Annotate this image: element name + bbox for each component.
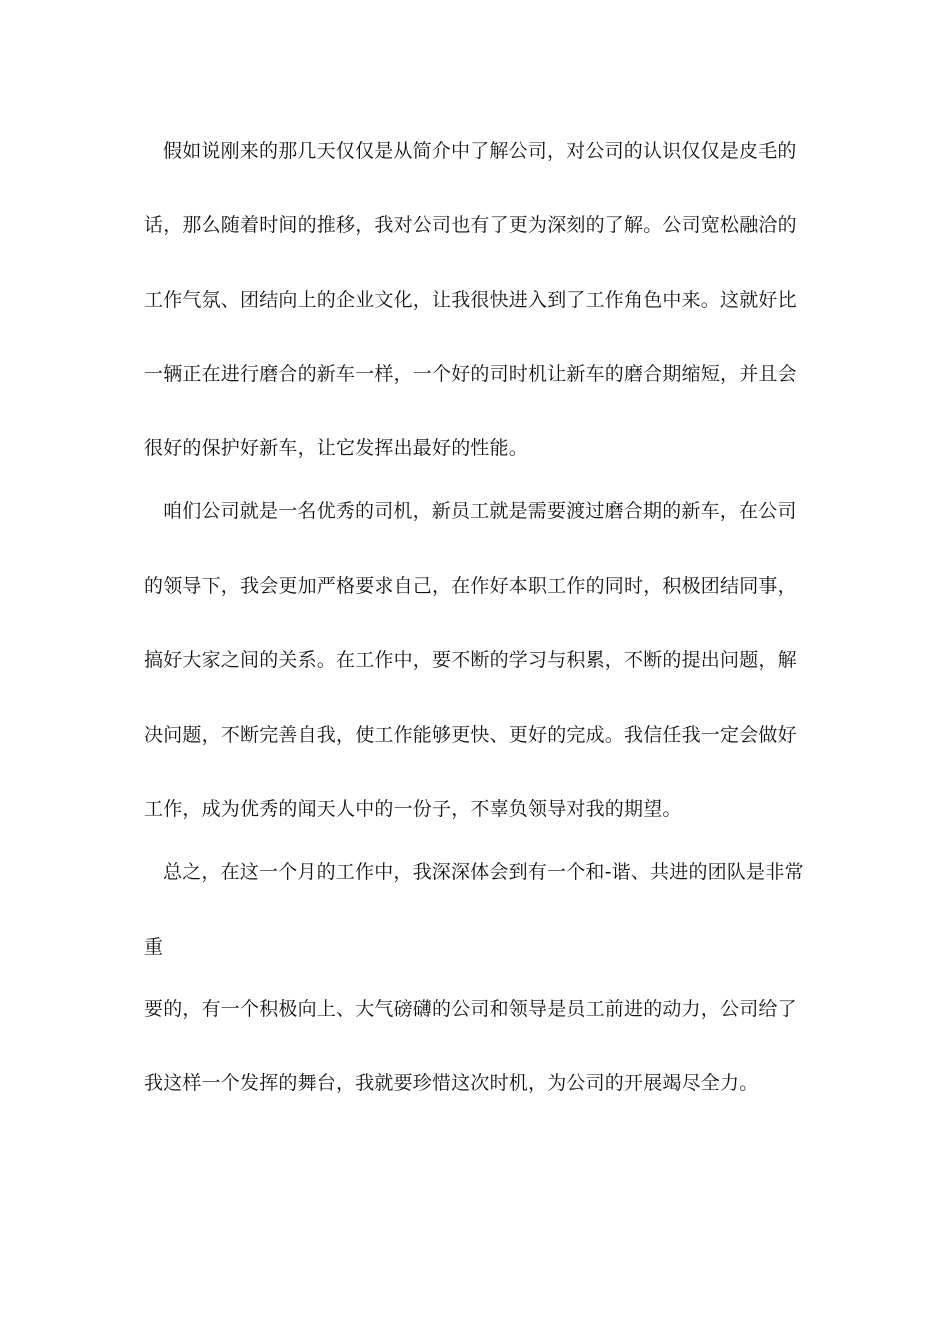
paragraph-1-line-3: 工作气氛、团结向上的企业文化，让我很快进入到了工作角色中来。这就好比 [144, 289, 797, 311]
paragraph-3-line-4: 我这样一个发挥的舞台，我就要珍惜这次时机，为公司的开展竭尽全力。 [144, 1072, 759, 1094]
paragraph-2-line-1: 咱们公司就是一名优秀的司机，新员工就是需要渡过磨合期的新车，在公司 [163, 500, 797, 522]
paragraph-2-line-5: 工作，成为优秀的闻天人中的一份子，不辜负领导对我的期望。 [144, 798, 682, 820]
paragraph-2-line-3: 搞好大家之间的关系。在工作中，要不断的学习与积累，不断的提出问题，解 [144, 649, 797, 671]
paragraph-2-line-4: 决问题，不断完善自我，使工作能够更快、更好的完成。我信任我一定会做好 [144, 724, 797, 746]
paragraph-1-line-2: 话，那么随着时间的推移，我对公司也有了更为深刻的了解。公司宽松融洽的 [144, 214, 797, 236]
paragraph-1-line-1: 假如说刚来的那几天仅仅是从简介中了解公司，对公司的认识仅仅是皮毛的 [163, 140, 797, 162]
paragraph-3-line-3: 要的，有一个积极向上、大气磅礴的公司和领导是员工前进的动力，公司给了 [144, 998, 797, 1020]
paragraph-3-line-1: 总之，在这一个月的工作中，我深深体会到有一个和-谐、共进的团队是非常 [163, 861, 804, 883]
paragraph-2-line-2: 的领导下，我会更加严格要求自己，在作好本职工作的同时，积极团结同事， [144, 575, 797, 597]
paragraph-1-line-5: 很好的保护好新车，让它发挥出最好的性能。 [144, 437, 529, 459]
paragraph-3-line-2: 重 [144, 936, 164, 958]
paragraph-1-line-4: 一辆正在进行磨合的新车一样，一个好的司时机让新车的磨合期缩短，并且会 [144, 363, 797, 385]
